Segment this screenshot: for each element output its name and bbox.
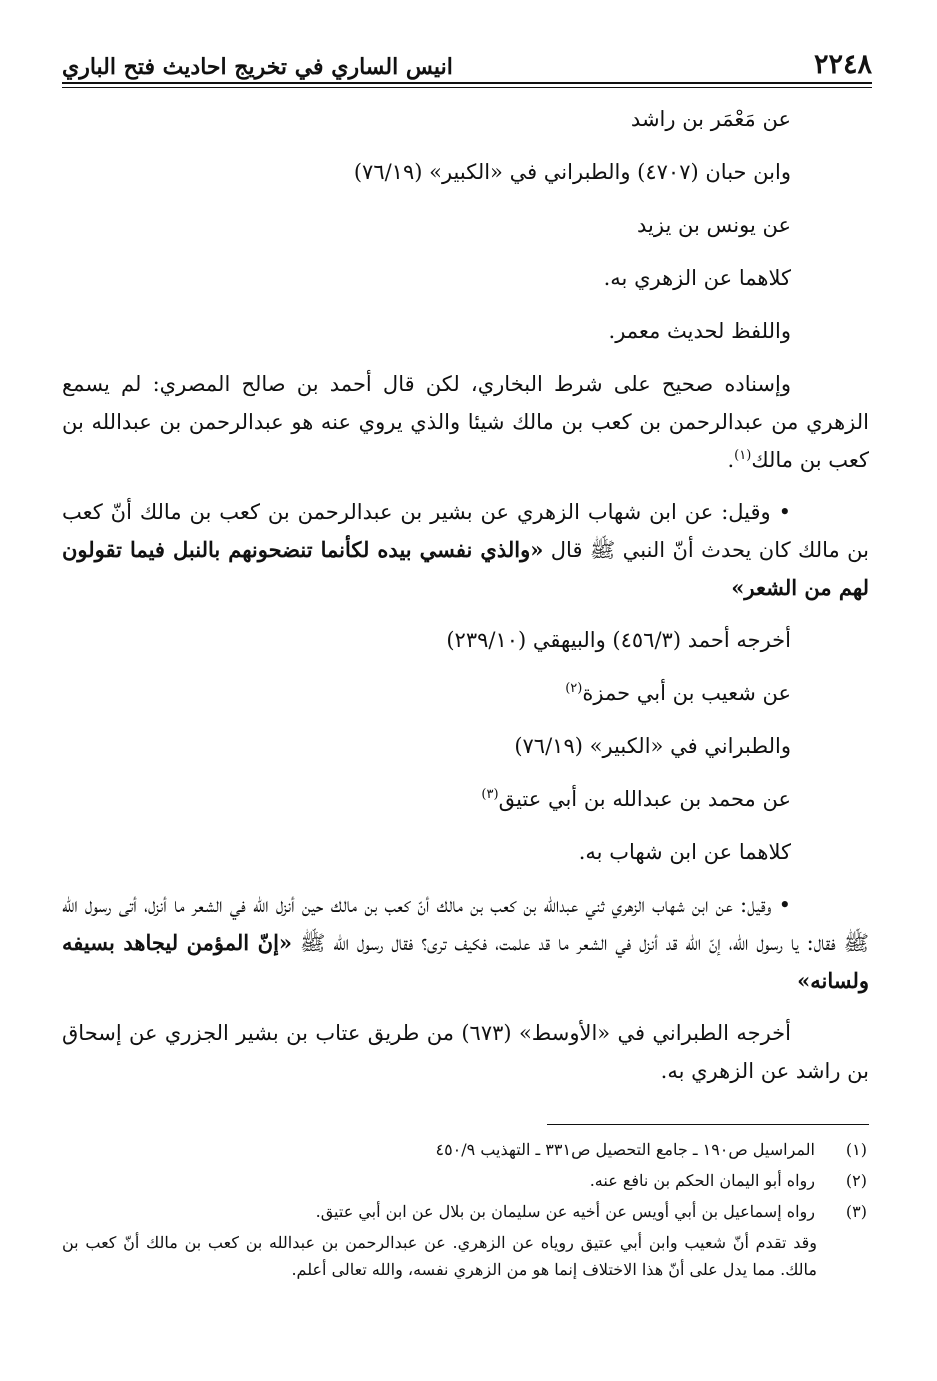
- footnote-ref: (٣): [481, 787, 499, 802]
- hadith-text: «والذي نفسي بيده لكأنما تنضحونهم بالنبل فيما تقولون لهم من الشعر»: [62, 537, 869, 600]
- hadith-text: «إنّ المؤمن ليجاهد بسيفه ولسانه»: [62, 930, 869, 993]
- footnote: [62, 1167, 869, 1194]
- text-line: عن يونس بن يزيد: [637, 213, 791, 237]
- text-line: [62, 780, 869, 818]
- paragraph-text: • وقيل: عن ابن شهاب الزهري ثني عبدالله بن كعب بن مالك أنّ كعب بن مالك حين أنزل الله في الشعر ما أنزل، أتى رسول الله ﷺ فقال: يا رسول الله، إنّ الله قد أنزل في الشعر ما قد علمت، فكيف ترى؟ فقال رسول الله ﷺ: [62, 893, 869, 955]
- paragraph: [62, 365, 869, 479]
- footnote-ref: (٢): [565, 681, 583, 696]
- footnote-continuation: وقد تقدم أنّ شعيب وابن أبي عتيق روياه عن الزهري. عن عبدالرحمن بن عبدالله بن كعب بن مالك أنّ كعب بن مالك. مما يدل على أنّ هذا الاختلاف إنما هو من الزهري نفسه، والله تعالى أعلم.: [62, 1233, 817, 1279]
- paragraph-text: وإسناده صحيح على شرط البخاري، لكن قال أحمد بن صالح المصري: لم يسمع الزهري من عبدالرحمن بن كعب بن مالك شيئا والذي يروي عنه هو عبدالرحمن بن عبدالله بن كعب بن مالك: [62, 372, 869, 472]
- text-line: كلاهما عن الزهري به.: [603, 266, 791, 290]
- text-line: كلاهما عن ابن شهاب به.: [578, 840, 791, 864]
- footnote-text: رواه أبو اليمان الحكم بن نافع عنه.: [589, 1171, 815, 1190]
- text-line-content: عن محمد بن عبدالله بن أبي عتيق: [498, 787, 791, 811]
- text-line: عن مَعْمَر بن راشد: [630, 107, 791, 131]
- page-header: [62, 38, 872, 80]
- paragraph: [62, 493, 869, 607]
- header-rule: [62, 82, 872, 88]
- text-line: وابن حبان (٤٧٠٧) والطبراني في «الكبير» (٧٦/١٩): [353, 160, 791, 184]
- footnote-number: (١): [845, 1140, 867, 1159]
- paragraph-end: .: [727, 448, 735, 472]
- footnote: [62, 1198, 869, 1225]
- running-title: انيس الساري في تخريج احاديث فتح الباري: [62, 54, 453, 80]
- footnote: [62, 1136, 869, 1163]
- text-line: [62, 674, 869, 712]
- footnote-text: المراسيل ص١٩٠ ـ جامع التحصيل ص٣٣١ ـ التهذيب ٤٥٠/٩: [435, 1140, 815, 1159]
- footnote-text: رواه إسماعيل بن أبي أويس عن أخيه عن سليمان بن بلال عن ابن أبي عتيق.: [315, 1202, 815, 1221]
- paragraph: أخرجه الطبراني في «الأوسط» (٦٧٣) من طريق عتاب بن بشير الجزري عن إسحاق بن راشد عن الزهري به.: [62, 1021, 869, 1083]
- text-line: واللفظ لحديث معمر.: [608, 319, 791, 343]
- text-line-content: عن شعيب بن أبي حمزة: [582, 681, 791, 705]
- footnote-number: (٢): [845, 1171, 867, 1190]
- paragraph: [62, 886, 869, 1000]
- main-text: [62, 100, 869, 1104]
- footnotes: [62, 1136, 869, 1283]
- footnote-ref: (١): [734, 448, 752, 463]
- text-line: والطبراني في «الكبير» (٧٦/١٩): [514, 734, 791, 758]
- footnote-number: (٣): [845, 1202, 867, 1221]
- footnote-rule: [547, 1124, 869, 1125]
- paragraph-text: • وقيل: عن ابن شهاب الزهري عن بشير بن عبدالرحمن بن كعب بن مالك أنّ كعب بن مالك كان يحدث أنّ النبي ﷺ قال: [62, 500, 869, 562]
- page-number: ٢٢٤٨: [813, 49, 872, 80]
- text-line: أخرجه أحمد (٤٥٦/٣) والبيهقي (٢٣٩/١٠): [446, 628, 791, 652]
